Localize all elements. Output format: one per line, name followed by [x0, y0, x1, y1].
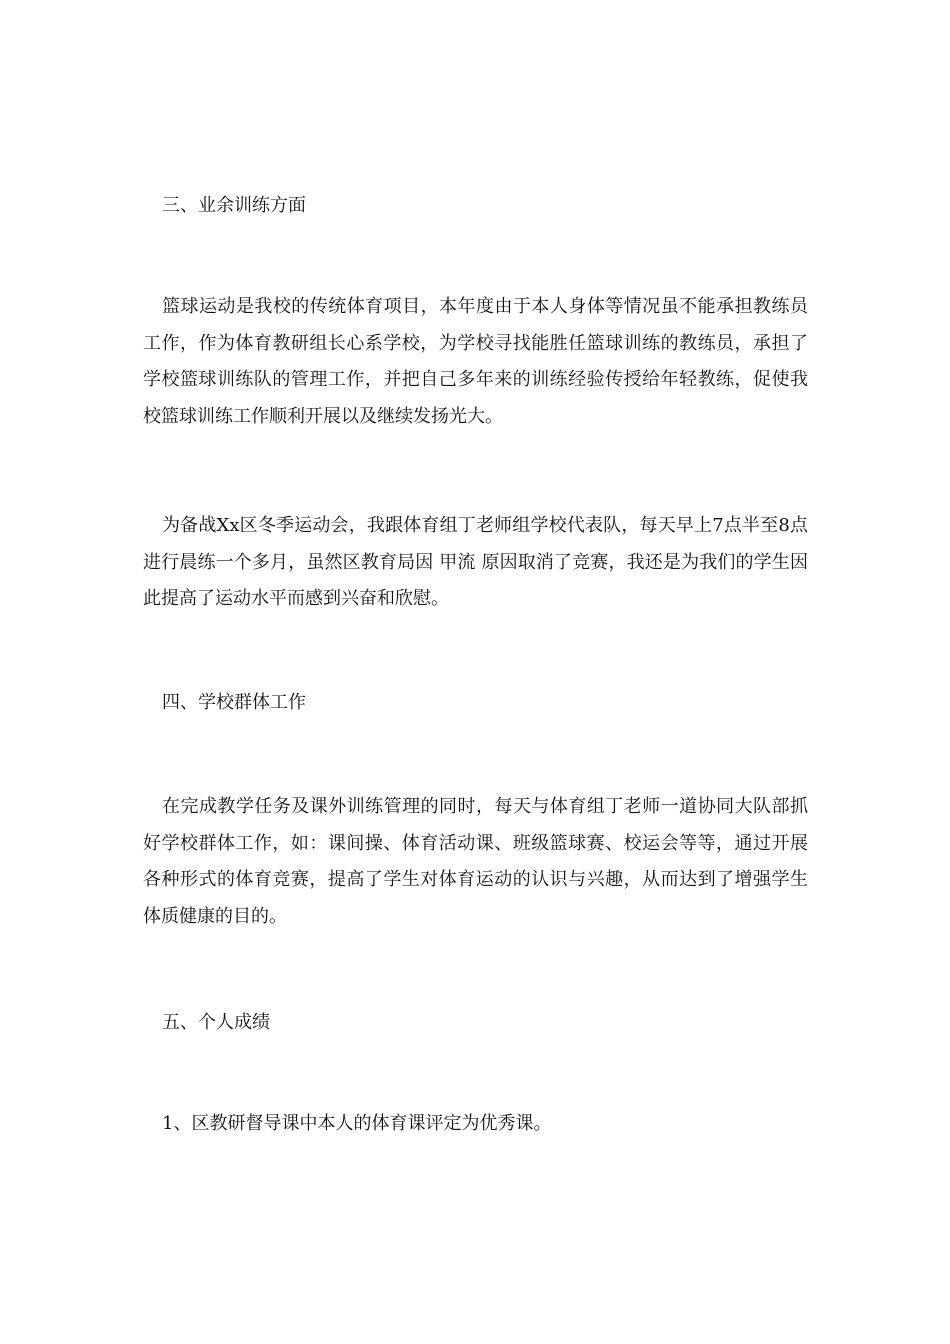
- section-heading-4: 四、学校群体工作: [162, 692, 306, 713]
- section-3-paragraph-2: 为备战Xx区冬季运动会，我跟体育组丁老师组学校代表队，每天早上7点半至8点进行晨练一个多月，虽然区教育局因 甲流 原因取消了竞赛，我还是为我们的学生因此提高了运动水平而感到兴奋和欣慰。: [143, 515, 808, 609]
- section-heading-5: 五、个人成绩: [162, 1012, 270, 1033]
- section-3-paragraph-1: 篮球运动是我校的传统体育项目，本年度由于本人身体等情况虽不能承担教练员工作，作为体育教研组长心系学校，为学校寻找能胜任篮球训练的教练员，承担了学校篮球训练队的管理工作，并把自己多年来的训练经验传授给年轻教练，促使我校篮球训练工作顺利开展以及继续发扬光大。: [143, 296, 808, 427]
- achievement-item-1: 1、区教研督导课中本人的体育课评定为优秀课。: [162, 1113, 552, 1134]
- section-heading-3: 三、业余训练方面: [162, 195, 306, 216]
- section-4-paragraph-1: 在完成教学任务及课外训练管理的同时，每天与体育组丁老师一道协同大队部抓好学校群体工作，如：课间操、体育活动课、班级篮球赛、校运会等等，通过开展各种形式的体育竞赛，提高了学生对体育运动的认识与兴趣，从而达到了增强学生体质健康的目的。: [143, 796, 808, 927]
